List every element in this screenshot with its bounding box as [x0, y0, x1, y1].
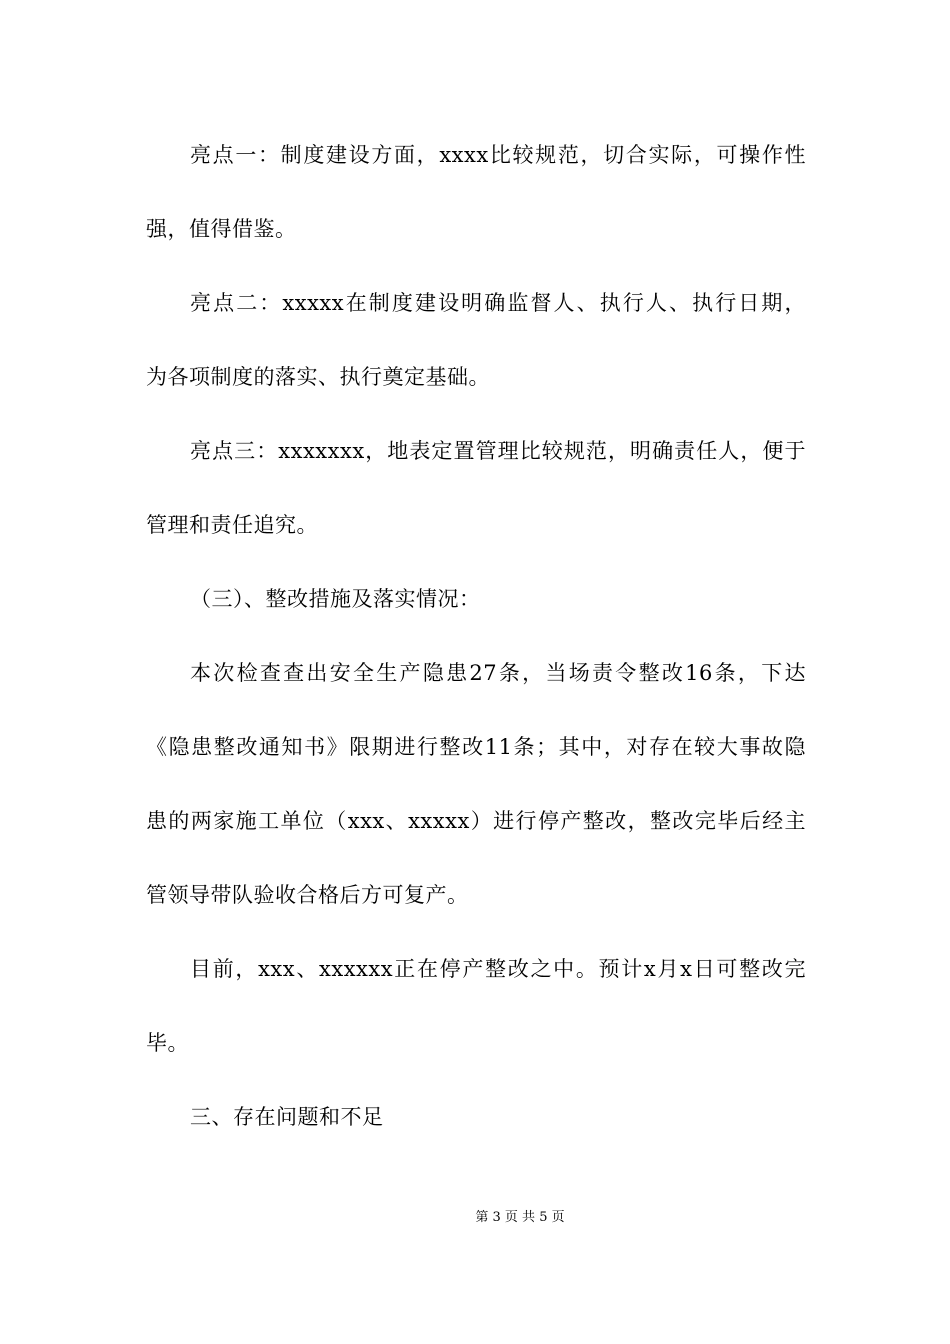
paragraph-line: 患的两家施工单位（xxx、xxxxx）进行停产整改，整改完毕后经主: [146, 809, 806, 833]
paragraph-line: 《隐患整改通知书》限期进行整改11条；其中，对存在较大事故隐: [146, 735, 806, 759]
paragraph-line: 管理和责任追究。: [146, 513, 318, 537]
section-heading: （三）、整改措施及落实情况：: [190, 587, 481, 611]
paragraph-line: 强，值得借鉴。: [146, 217, 297, 241]
paragraph-line: 为各项制度的落实、执行奠定基础。: [146, 365, 490, 389]
paragraph-line: 亮点三：xxxxxxx，地表定置管理比较规范，明确责任人，便于: [190, 439, 806, 463]
paragraph-line: 本次检查查出安全生产隐患27条，当场责令整改16条，下达: [190, 661, 806, 685]
paragraph-line: 亮点二：xxxxx在制度建设明确监督人、执行人、执行日期，: [190, 291, 806, 315]
paragraph-line: 目前，xxx、xxxxxx正在停产整改之中。预计x月x日可整改完: [190, 957, 806, 981]
paragraph-line: 亮点一：制度建设方面，xxxx比较规范，切合实际，可操作性: [190, 143, 806, 167]
page-number-footer: 第 3 页 共 5 页: [475, 1210, 565, 1225]
section-heading: 三、存在问题和不足: [190, 1105, 384, 1129]
paragraph-line: 管领导带队验收合格后方可复产。: [146, 883, 469, 907]
paragraph-line: 毕。: [146, 1031, 189, 1055]
